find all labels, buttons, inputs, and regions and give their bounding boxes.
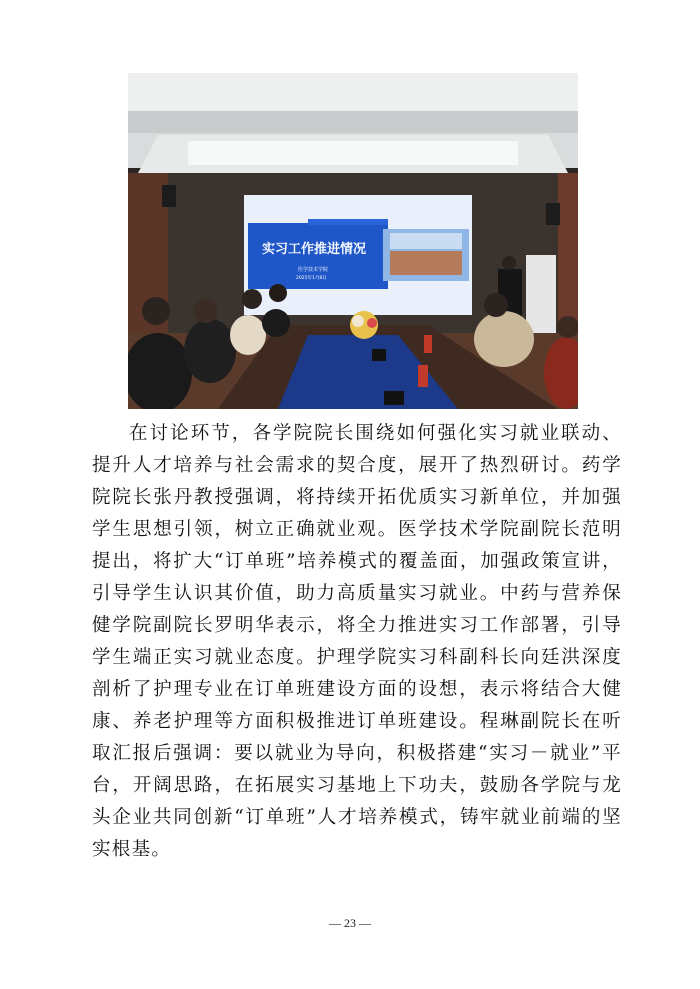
page-number: — 23 — [329,916,371,930]
meeting-photo [128,73,578,409]
body-paragraph: 在讨论环节，各学院院长围绕如何强化实习就业联动、提升人才培养与社会需求的契合度，展开了热烈研讨。药学院院长张丹教授强调，将持续开拓优质实习新单位，并加强学生思想引领，树立正确就业观。医学技术学院副院长范明提出，将扩大“订单班”培养模式的覆盖面，加强政策宣讲，引导学生认识其价值，助力高质量实习就业。中药与营养保健学院副院长罗明华表示，将全力推进实习工作部署，引导学生端正实习就业态度。护理学院实习科副科长向廷洪深度剖析了护理专业在订单班建设方面的设想，表示将结合大健康、养老护理等方面积极推进订单班建设。程琳副院长在听取汇报后强调：要以就业为导向，积极搭建“实习－就业”平台，开阔思路，在拓展实习基地上下功夫，鼓励各学院与龙头企业共同创新“订单班”人才培养模式，铸牢就业前端的坚实根基。 [92,423,622,860]
screen-date: 2025年1月8日 [296,276,327,281]
screen-org: 医学技术学院 [298,267,329,273]
screen-title: 实习工作推进情况 [262,242,367,257]
